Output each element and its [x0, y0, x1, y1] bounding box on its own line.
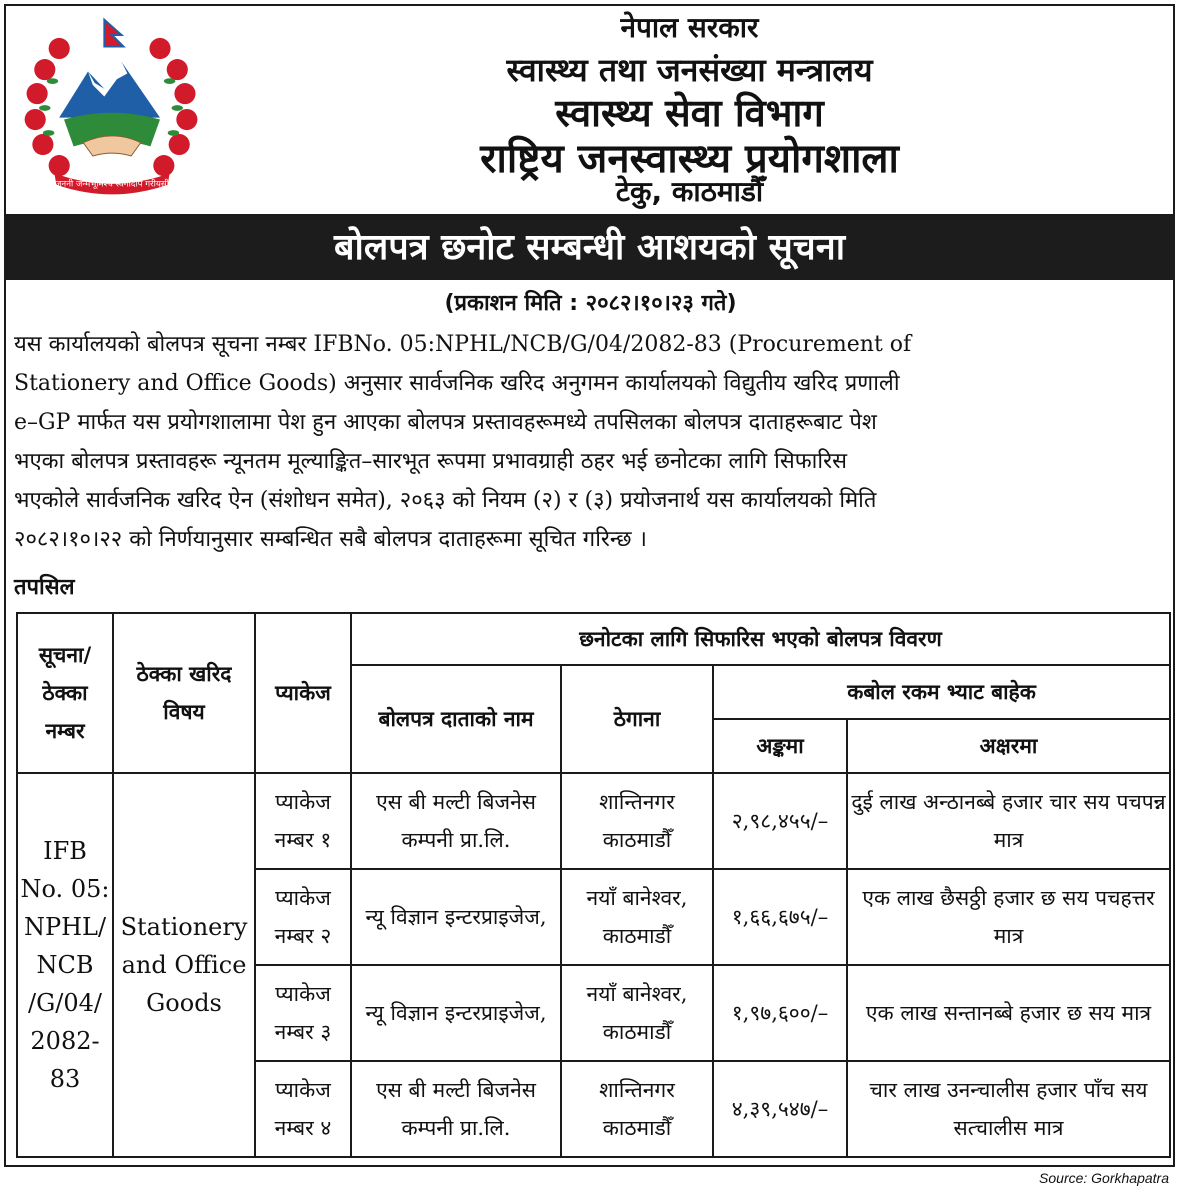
bidder-cell: एस बी मल्टी बिजनेस कम्पनी प्रा.लि.: [351, 1061, 561, 1157]
bidder-cell: एस बी मल्टी बिजनेस कम्पनी प्रा.लि.: [351, 773, 561, 869]
amount-figures-cell: १,९७,६००/–: [713, 965, 847, 1061]
col-bidder-header: बोलपत्र दाताको नाम: [351, 665, 561, 773]
header-government: नेपाल सरकार: [620, 11, 759, 44]
amount-words-cell: एक लाख सन्तानब्बे हजार छ सय मात्र: [847, 965, 1170, 1061]
col-package-header: प्याकेज: [255, 613, 351, 773]
source-credit: Source: Gorkhapatra: [1039, 1170, 1169, 1186]
emblem-motto: जननी जन्मभूमिश्च स्वर्गादपि गरीयसी: [55, 179, 169, 190]
details-label: तपसिल: [14, 575, 75, 600]
bidder-cell: न्यू विज्ञान इन्टरप्राइजेज,: [351, 965, 561, 1061]
nepal-emblem-icon: [16, 12, 208, 204]
amount-words-cell: एक लाख छैसठ्ठी हजार छ सय पचहत्तर मात्र: [847, 869, 1170, 965]
body-line: e–GP मार्फत यस प्रयोगशालामा पेश हुन आएका बोलपत्र प्रस्तावहरूमध्ये तपसिलका बोलपत्र दाताहरूबाट पेश: [14, 410, 877, 435]
col-notice-no-header: सूचना/ ठेक्का नम्बर: [17, 613, 113, 773]
body-line: Stationery and Office Goods) अनुसार सार्वजनिक खरिद अनुगमन कार्यालयको विद्युतीय खरिद प्रणाली: [14, 371, 900, 396]
bid-table: [16, 612, 1171, 1158]
package-cell: प्याकेज नम्बर १: [255, 773, 351, 869]
notice-body: [14, 325, 1166, 559]
col-address-header: ठेगाना: [561, 665, 713, 773]
col-words-header: अक्षरमा: [847, 719, 1170, 773]
header-laboratory: राष्ट्रिय जनस्वास्थ्य प्रयोगशाला: [480, 136, 899, 182]
subject-cell: Stationery and Office Goods: [113, 773, 255, 1157]
body-line: भएकोले सार्वजनिक खरिद ऐन (संशोधन समेत), २०६३ को नियम (२) र (३) प्रयोजनार्थ यस कार्यालयको मिति: [14, 488, 877, 513]
amount-figures-cell: ४,३९,५४७/–: [713, 1061, 847, 1157]
group-header: छनोटका लागि सिफारिस भएको बोलपत्र विवरण: [351, 613, 1170, 665]
address-cell: नयाँ बानेश्वर, काठमाडौँ: [561, 869, 713, 965]
col-figures-header: अङ्कमा: [713, 719, 847, 773]
amount-words-cell: चार लाख उनन्चालीस हजार पाँच सय सत्चालीस मात्र: [847, 1061, 1170, 1157]
amount-words-cell: दुई लाख अन्ठानब्बे हजार चार सय पचपन्न मात्र: [847, 773, 1170, 869]
body-line: भएका बोलपत्र प्रस्तावहरू न्यूनतम मूल्याङ्कित–सारभूत रूपमा प्रभावग्राही ठहर भई छनोटका लागि सिफारिस: [14, 449, 847, 474]
publication-date: (प्रकाशन मिति : २०८२।१०।२३ गते): [444, 291, 737, 316]
package-cell: प्याकेज नम्बर ४: [255, 1061, 351, 1157]
notice-title-banner: बोलपत्र छनोट सम्बन्धी आशयको सूचना: [4, 216, 1175, 280]
amount-figures-cell: १,६६,६७५/–: [713, 869, 847, 965]
notice-number-cell: IFB No. 05: NPHL/ NCB /G/04/ 2082-83: [17, 773, 113, 1157]
bidder-cell: न्यू विज्ञान इन्टरप्राइजेज,: [351, 869, 561, 965]
header-location: टेकु, काठमाडौँ: [615, 175, 764, 208]
col-amount-header: कबोल रकम भ्याट बाहेक: [713, 665, 1170, 719]
col-subject-header: ठेक्का खरिद विषय: [113, 613, 255, 773]
address-cell: शान्तिनगर काठमाडौँ: [561, 1061, 713, 1157]
package-cell: प्याकेज नम्बर २: [255, 869, 351, 965]
amount-figures-cell: २,९८,४५५/–: [713, 773, 847, 869]
header-department: स्वास्थ्य सेवा विभाग: [555, 91, 824, 135]
address-cell: शान्तिनगर काठमाडौँ: [561, 773, 713, 869]
address-cell: नयाँ बानेश्वर, काठमाडौँ: [561, 965, 713, 1061]
notice-header: [4, 4, 1175, 216]
package-cell: प्याकेज नम्बर ३: [255, 965, 351, 1061]
body-line: २०८२।१०।२२ को निर्णयानुसार सम्बन्धित सबै बोलपत्र दाताहरूमा सूचित गरिन्छ ।: [14, 527, 647, 552]
table-row: [17, 773, 1170, 869]
body-line: यस कार्यालयको बोलपत्र सूचना नम्बर IFBNo. 05:NPHL/NCB/G/04/2082-83 (Procurement of: [14, 332, 912, 357]
header-ministry: स्वास्थ्य तथा जनसंख्या मन्त्रालय: [506, 51, 873, 89]
